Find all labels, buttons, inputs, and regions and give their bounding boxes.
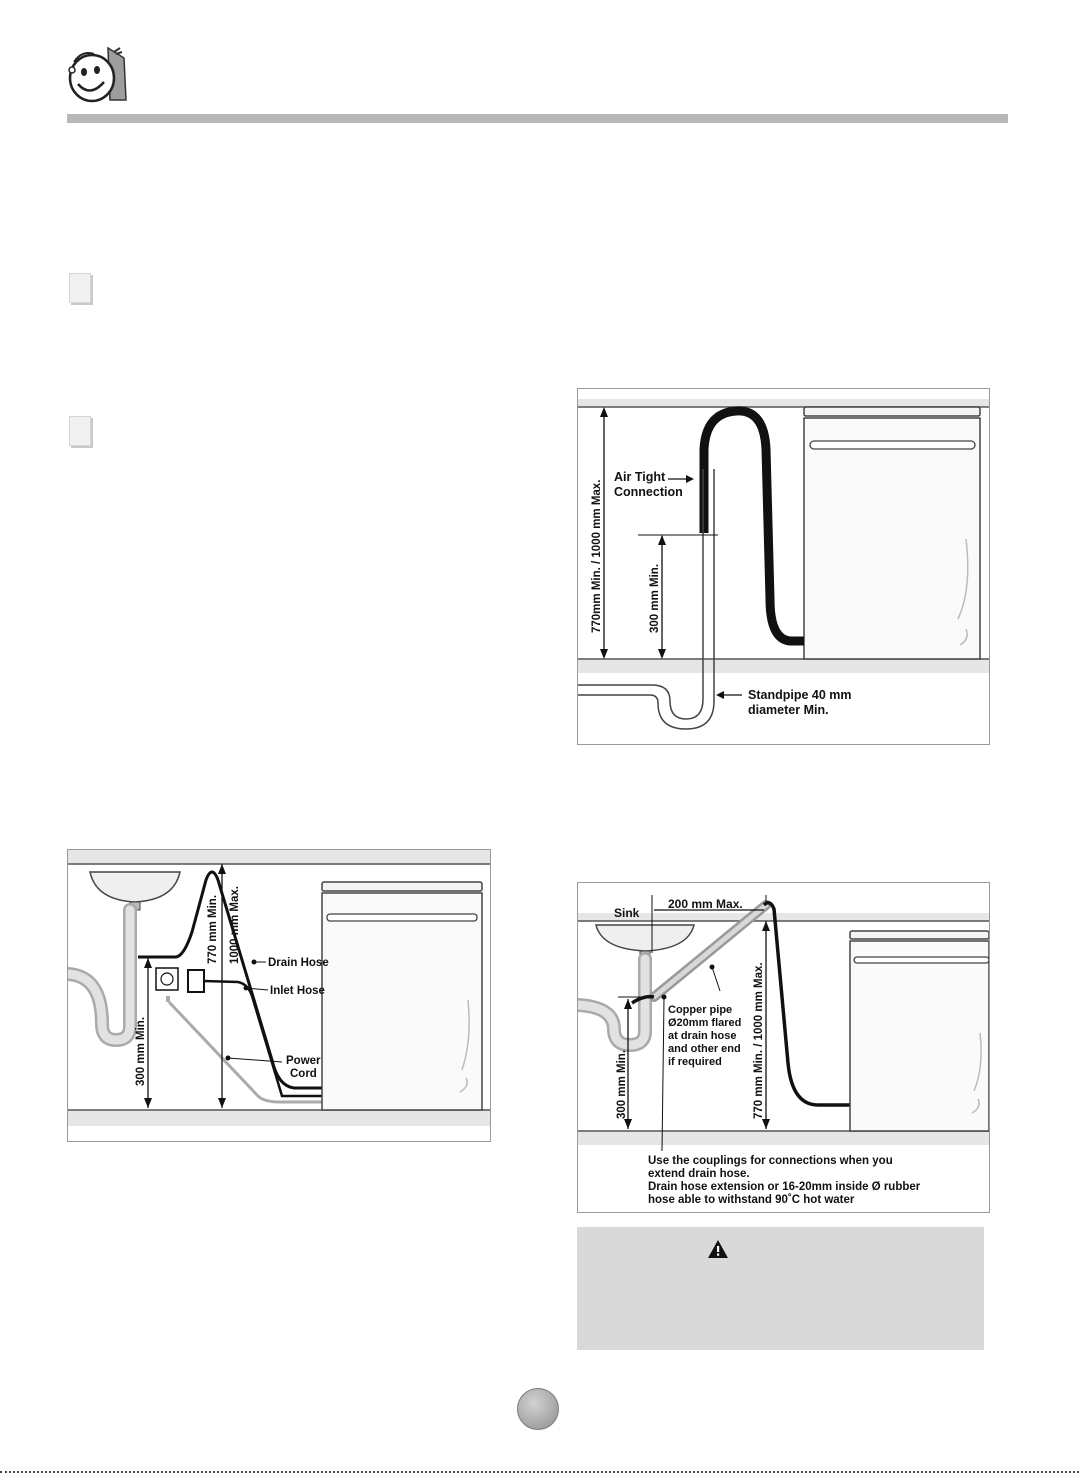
copper-pipe-label: Copper pipe <box>668 1004 733 1016</box>
copper-pipe-label: Ø20mm flared <box>668 1017 742 1029</box>
air-tight-label: Air Tight <box>614 470 666 484</box>
standpipe-label: diameter Min. <box>748 703 829 717</box>
copper-pipe-label: at drain hose <box>668 1030 737 1042</box>
drain-hose-label: Drain Hose <box>268 957 329 969</box>
under-sink-figure <box>67 849 491 1142</box>
copper-pipe-figure <box>577 882 990 1213</box>
standpipe-label: Standpipe 40 mm <box>748 688 852 702</box>
copper-pipe-label: and other end <box>668 1043 741 1055</box>
section-marker <box>69 416 91 446</box>
power-cord-label: Power <box>286 1055 321 1067</box>
dimension-total-label: 770mm Min. / 1000 mm Max. <box>591 479 603 633</box>
warning-box <box>577 1227 984 1350</box>
dimension-min-label: 300 mm Min. <box>649 563 661 633</box>
dimension-total-label: 1000 mm Max. <box>229 886 241 964</box>
power-cord-label: Cord <box>290 1068 317 1080</box>
dimension-total-label: 770 mm Min. <box>207 894 219 964</box>
copper-pipe-label: if required <box>668 1056 722 1068</box>
couplings-note: extend drain hose. <box>648 1168 750 1180</box>
section-marker <box>69 273 91 303</box>
couplings-note: Use the couplings for connections when you <box>648 1155 893 1167</box>
inlet-hose-label: Inlet Hose <box>270 985 325 997</box>
warning-triangle-icon <box>707 1239 729 1259</box>
dimension-200-label: 200 mm Max. <box>668 897 743 911</box>
couplings-note: Drain hose extension or 16-20mm inside Ø rubber <box>648 1181 921 1193</box>
dimension-min-label: 300 mm Min. <box>616 1049 628 1119</box>
dimension-min-label: 300 mm Min. <box>135 1016 147 1086</box>
mascot-icon <box>64 44 134 106</box>
dimension-total-label: 770 mm Min. / 1000 mm Max. <box>753 962 765 1119</box>
sink-label: Sink <box>614 906 640 920</box>
couplings-note: hose able to withstand 90˚C hot water <box>648 1194 855 1206</box>
bottom-border <box>0 1471 1079 1473</box>
header-divider <box>67 114 1008 123</box>
air-tight-label: Connection <box>614 485 683 499</box>
standpipe-drain-figure <box>577 388 990 745</box>
page-number-badge <box>517 1388 559 1430</box>
